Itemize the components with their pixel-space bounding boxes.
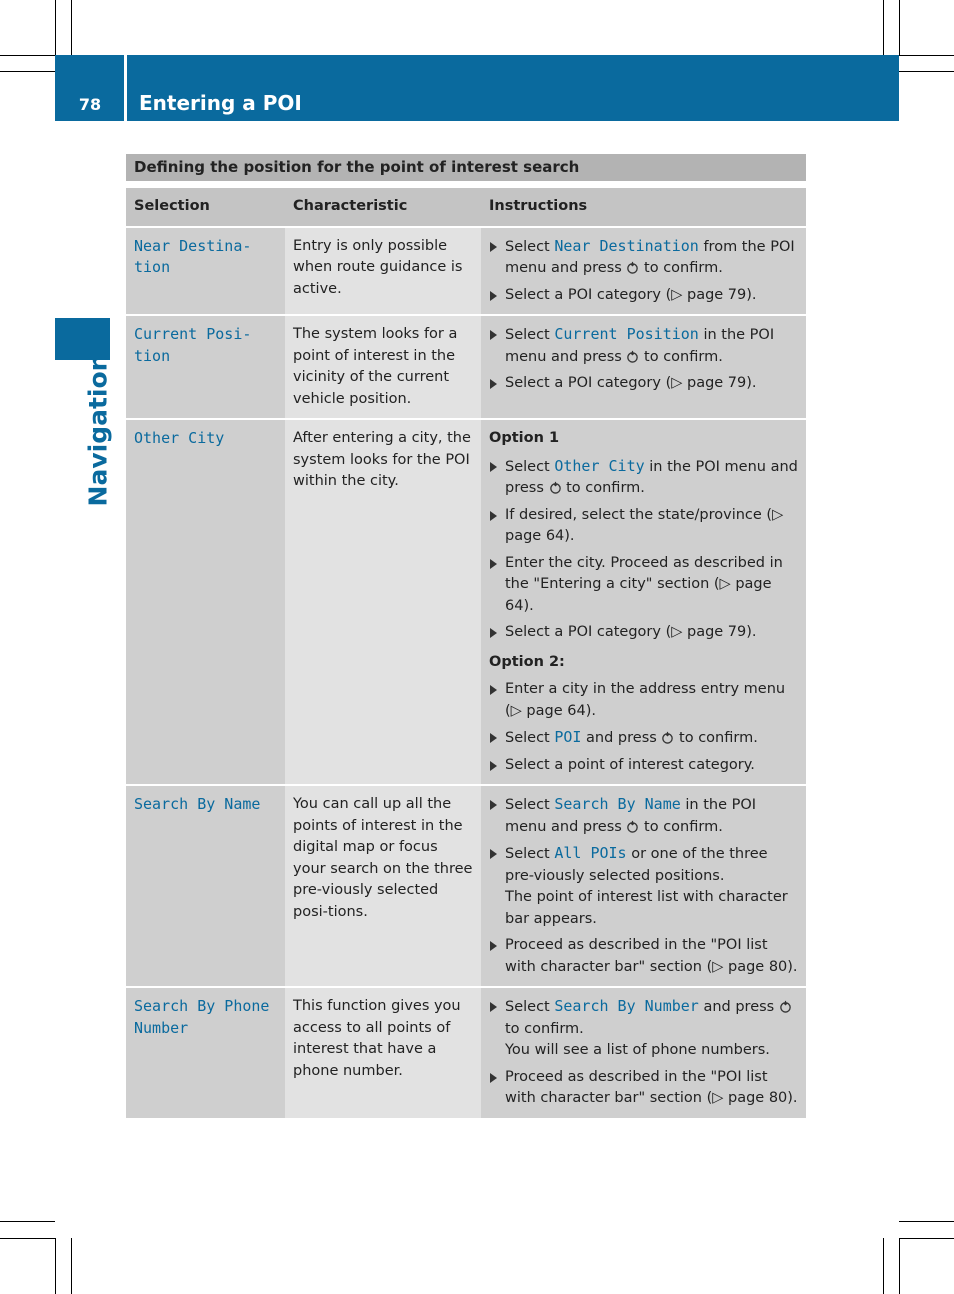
instructions-cell <box>481 315 806 419</box>
selection-cell <box>126 419 285 785</box>
step-text: Proceed as described in the "POI list with character bar" section (▷ page 80). <box>505 1068 798 1106</box>
instruction-step <box>489 553 798 618</box>
controller-press-icon <box>626 261 639 274</box>
column-header: Instructions <box>481 188 806 227</box>
step-text: Select <box>505 846 555 862</box>
crop-mark <box>71 0 72 55</box>
controller-press-icon <box>626 820 639 833</box>
table-row <box>126 315 806 419</box>
menu-item-code: Search By Number <box>554 997 699 1015</box>
step-text: Enter the city. Proceed as described in the "Entering a city" section (▷ page 64). <box>505 554 783 614</box>
instruction-step <box>489 373 798 395</box>
menu-item-code: Near Destination <box>554 236 699 255</box>
step-text: to confirm. <box>674 730 758 746</box>
instruction-step <box>489 843 798 930</box>
instruction-step <box>489 456 798 500</box>
instructions-cell <box>481 785 806 987</box>
instruction-list <box>489 236 798 307</box>
section-title: Defining the position for the point of interest search <box>126 154 806 181</box>
step-text: or one of the three pre-viously selected positions. <box>505 846 768 884</box>
selection-cell <box>126 227 285 316</box>
crop-mark <box>55 1238 56 1294</box>
option-label: Option 1 <box>489 430 560 446</box>
step-text: Select a POI category (▷ page 79). <box>505 286 757 303</box>
table-row <box>126 227 806 316</box>
step-text: in the POI menu and press <box>505 327 775 365</box>
table-row <box>126 419 806 785</box>
crop-mark <box>899 1238 900 1294</box>
instructions-cell <box>481 987 806 1119</box>
step-text: to confirm. <box>561 480 645 496</box>
selection-code: Current Posi- <box>134 325 252 343</box>
column-header: Characteristic <box>285 188 481 227</box>
step-text: to confirm. <box>505 1020 584 1037</box>
step-text: to confirm. <box>639 818 723 835</box>
step-text: Select a POI category (▷ page 79). <box>505 375 757 391</box>
step-text: Select <box>505 999 555 1015</box>
crop-mark <box>899 55 954 56</box>
step-text: to confirm. <box>639 348 723 365</box>
characteristic-cell: Entry is only possible when route guidance is active. <box>285 227 481 316</box>
selection-code: Other City <box>134 429 225 447</box>
column-header: Selection <box>126 188 285 227</box>
selection-code: Search By Phone <box>134 997 270 1015</box>
step-text: Proceed as described in the "POI list with character bar" section (▷ page 80). <box>505 937 798 975</box>
table-row <box>126 785 806 987</box>
instruction-step <box>489 622 798 644</box>
option-label: Option 2: <box>489 653 565 670</box>
page-title: Entering a POI <box>139 91 302 115</box>
instruction-list <box>489 794 798 978</box>
instruction-step <box>489 285 798 307</box>
menu-item-code: Current Position <box>554 325 699 343</box>
step-note: You will see a list of phone numbers. <box>505 1042 770 1058</box>
characteristic-cell: The system looks for a point of interest in the vicinity of the current vehicle position. <box>285 315 481 419</box>
side-section-label: Navigation <box>83 353 113 507</box>
step-text: and press <box>698 999 775 1015</box>
characteristic-cell: This function gives you access to all points of interest that have a phone number. <box>285 987 481 1119</box>
crop-mark <box>0 55 55 56</box>
controller-press-icon <box>549 481 562 494</box>
crop-mark <box>55 0 56 55</box>
crop-mark <box>883 1238 884 1294</box>
menu-item-code: Other City <box>554 456 645 475</box>
poi-table <box>126 188 806 1120</box>
instructions-cell <box>481 419 806 785</box>
crop-mark <box>899 1221 954 1222</box>
instruction-step <box>489 935 798 978</box>
characteristic-cell: You can call up all the points of interest in the digital map or focus your search on the three pre-viously selected posi-tions. <box>285 785 481 987</box>
instruction-step <box>489 1067 798 1110</box>
step-text: in the POI menu and press <box>505 797 757 835</box>
step-text: Select <box>505 458 555 475</box>
selection-code: tion <box>134 346 171 365</box>
step-text: Enter a city in the address entry menu (▷ page 64). <box>505 681 786 719</box>
instruction-step <box>489 679 798 722</box>
instruction-list <box>489 996 798 1110</box>
instructions-cell <box>481 227 806 316</box>
instruction-list <box>489 679 798 776</box>
controller-press-icon <box>779 1000 792 1013</box>
selection-cell <box>126 785 285 987</box>
selection-code: Search By Name <box>134 795 261 813</box>
header-divider <box>124 55 127 121</box>
instruction-list <box>489 324 798 395</box>
instruction-step <box>489 794 798 838</box>
instruction-step <box>489 755 798 777</box>
menu-item-code: POI <box>554 728 582 746</box>
selection-cell <box>126 315 285 419</box>
menu-item-code: Search By Name <box>554 795 681 813</box>
step-text: Select <box>505 327 555 343</box>
step-text: Select a point of interest category. <box>505 756 755 773</box>
crop-mark <box>0 71 55 72</box>
table-row <box>126 987 806 1119</box>
page-header <box>55 55 899 121</box>
menu-item-code: All POIs <box>554 844 627 862</box>
step-text: Select <box>505 797 555 813</box>
crop-mark <box>899 0 900 55</box>
step-text: from the POI menu and press <box>505 238 795 276</box>
selection-cell <box>126 987 285 1119</box>
step-text: Select <box>505 238 555 255</box>
step-text: Select <box>505 730 555 746</box>
instruction-list <box>489 456 798 644</box>
instruction-step <box>489 324 798 368</box>
step-text: and press <box>581 730 657 746</box>
step-text: If desired, select the state/province (▷ page 64). <box>505 506 784 544</box>
instruction-step <box>489 236 798 280</box>
crop-mark <box>883 0 884 55</box>
selection-code: Number <box>134 1018 189 1037</box>
crop-mark <box>899 1238 954 1239</box>
crop-mark <box>0 1238 55 1239</box>
instruction-step <box>489 996 798 1062</box>
selection-code: tion <box>134 258 171 276</box>
step-note: The point of interest list with character bar appears. <box>505 889 788 927</box>
crop-mark <box>71 1238 72 1294</box>
instruction-step <box>489 505 798 548</box>
instruction-step <box>489 727 798 750</box>
page-number: 78 <box>78 95 102 114</box>
step-text: in the POI menu and press <box>505 458 798 496</box>
controller-press-icon <box>661 731 674 744</box>
crop-mark <box>0 1221 55 1222</box>
step-text: Select a POI category (▷ page 79). <box>505 624 757 640</box>
table-header-row <box>126 188 806 227</box>
crop-mark <box>899 71 954 72</box>
selection-code: Near Destina- <box>134 236 252 255</box>
step-text: to confirm. <box>639 260 723 276</box>
controller-press-icon <box>626 350 639 363</box>
characteristic-cell: After entering a city, the system looks for the POI within the city. <box>285 419 481 785</box>
